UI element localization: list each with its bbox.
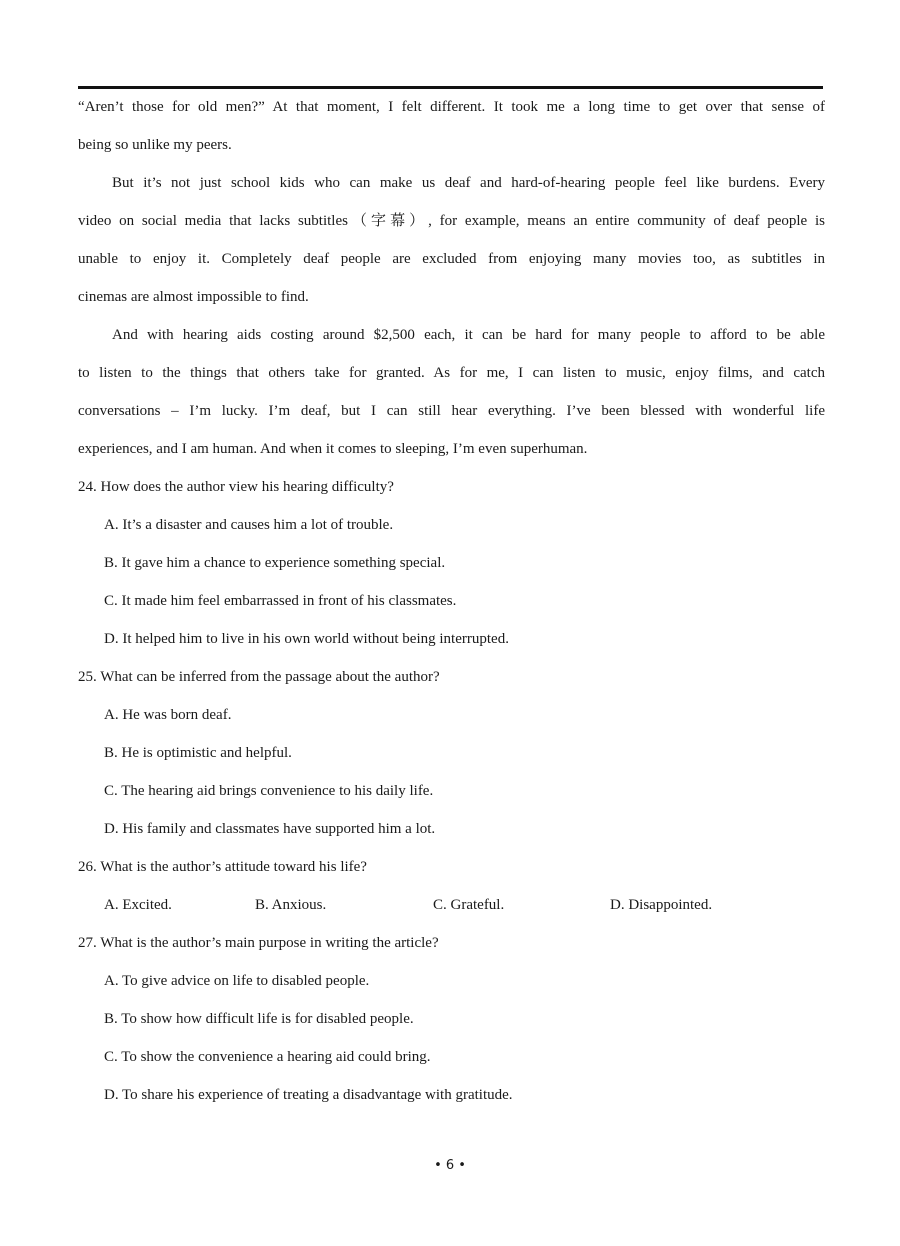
option-a: A. Excited. — [104, 897, 172, 913]
header-rule — [78, 86, 823, 89]
passage-line: being so unlike my peers. — [78, 137, 232, 153]
option-d: D. Disappointed. — [610, 897, 713, 913]
passage-line: cinemas are almost impossible to find. — [78, 289, 309, 305]
question-27 — [78, 929, 825, 1119]
passage-line: “Aren’t those for old men?” At that moment, I felt different. It took me a long time to get over that sense of — [78, 99, 825, 115]
question-25 — [78, 663, 825, 853]
question-24 — [78, 473, 825, 663]
option-c: C. Grateful. — [433, 897, 505, 913]
option-c: C. It made him feel embarrassed in front of his classmates. — [104, 593, 457, 609]
options-row — [78, 891, 825, 929]
passage-line: unable to enjoy it. Completely deaf people are excluded from enjoying many movies too, as subtitles in — [78, 251, 825, 267]
question-stem: 27. What is the author’s main purpose in writing the article? — [78, 935, 439, 951]
option-a: A. To give advice on life to disabled people. — [104, 973, 370, 989]
option-a: A. He was born deaf. — [104, 707, 232, 723]
option-b: B. It gave him a chance to experience something special. — [104, 555, 446, 571]
option-d: D. His family and classmates have supported him a lot. — [104, 821, 436, 837]
option-b: B. He is optimistic and helpful. — [104, 745, 292, 761]
option-a: A. It’s a disaster and causes him a lot of trouble. — [104, 517, 394, 533]
question-stem: 26. What is the author’s attitude toward his life? — [78, 859, 367, 875]
page-number: • 6 • — [434, 1158, 466, 1173]
option-c: C. To show the convenience a hearing aid could bring. — [104, 1049, 431, 1065]
option-b: B. To show how difficult life is for disabled people. — [104, 1011, 414, 1027]
passage — [78, 93, 825, 473]
page-content — [78, 93, 825, 1119]
passage-line: to listen to the things that others take for granted. As for me, I can listen to music, enjoy films, and catch — [78, 365, 825, 381]
option-d: D. It helped him to live in his own world without being interrupted. — [104, 631, 509, 647]
option-d: D. To share his experience of treating a disadvantage with gratitude. — [104, 1087, 513, 1103]
passage-line: experiences, and I am human. And when it comes to sleeping, I’m even superhuman. — [78, 441, 588, 457]
passage-line: conversations – I’m lucky. I’m deaf, but I can still hear everything. I’ve been blessed with wonderful life — [78, 403, 825, 419]
passage-line: But it’s not just school kids who can make us deaf and hard-of-hearing people feel like burdens. Every — [112, 175, 825, 191]
passage-line: video on social media that lacks subtitles（字幕）, for example, means an entire community of deaf people is — [78, 213, 825, 229]
option-c: C. The hearing aid brings convenience to his daily life. — [104, 783, 434, 799]
question-stem: 25. What can be inferred from the passage about the author? — [78, 669, 440, 685]
question-stem: 24. How does the author view his hearing difficulty? — [78, 479, 394, 495]
option-b: B. Anxious. — [255, 897, 327, 913]
passage-line: And with hearing aids costing around $2,500 each, it can be hard for many people to afford to be able — [112, 327, 825, 343]
question-26 — [78, 853, 825, 929]
